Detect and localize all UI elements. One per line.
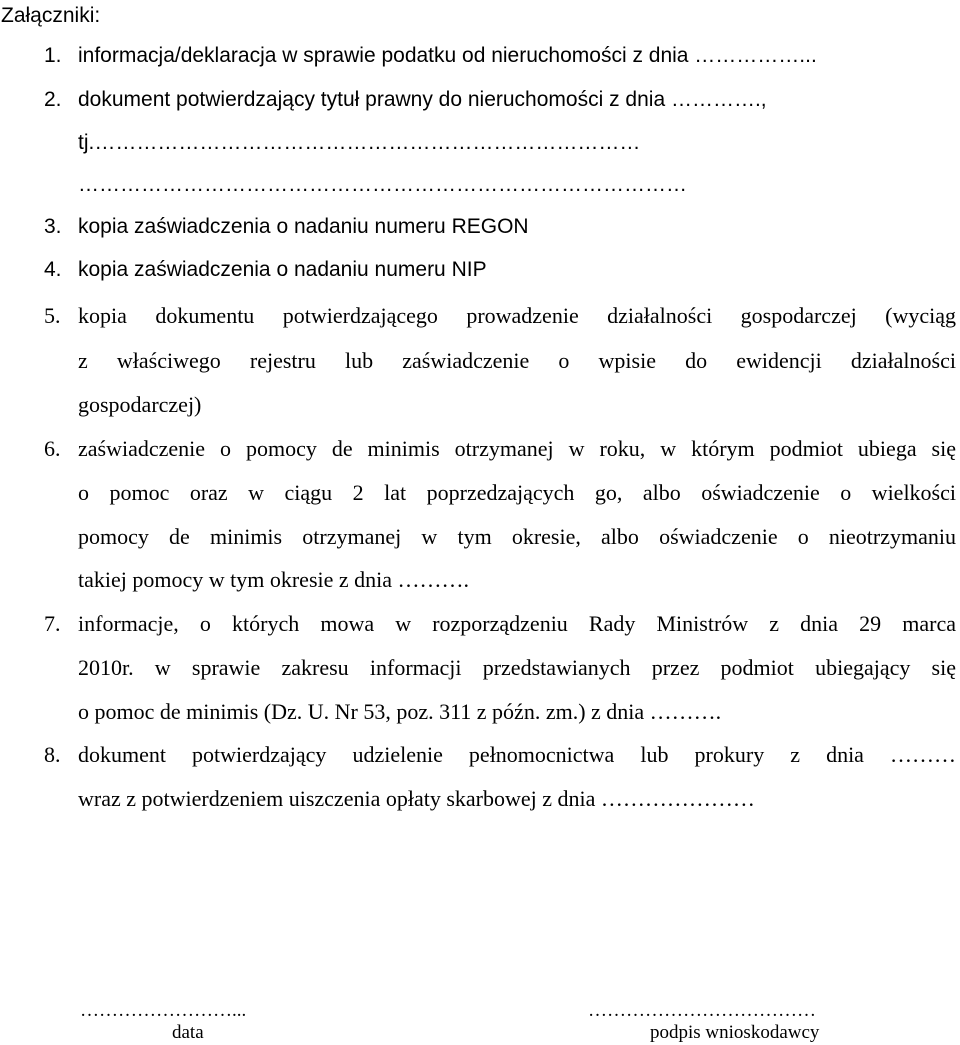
- item-8-number: 8.: [44, 742, 61, 767]
- signature-label: podpis wnioskodawcy: [650, 1022, 820, 1043]
- item-6-line-3: pomocy de minimis otrzymanej w tym okresie, albo oświadczenie o nieotrzymaniu: [78, 524, 956, 549]
- item-3-number: 3.: [44, 215, 62, 238]
- item-5-number: 5.: [44, 303, 61, 328]
- item-7-line-3: o pomoc de minimis (Dz. U. Nr 53, poz. 311 z późn. zm.) z dnia ……….: [78, 699, 722, 724]
- item-2-line-2: tj.……………………………………………………………………: [78, 131, 641, 154]
- item-7-number: 7.: [44, 611, 61, 636]
- item-7-line-2: 2010r. w sprawie zakresu informacji przedstawianych przez podmiot ubiegający się: [78, 655, 956, 680]
- item-8-line-2: wraz z potwierdzeniem uiszczenia opłaty skarbowej z dnia …………………: [78, 786, 755, 811]
- item-2-line-3: ……………………………………………………………………………: [78, 173, 687, 196]
- item-8-line-1: dokument potwierdzający udzielenie pełnomocnictwa lub prokury z dnia ………: [78, 742, 956, 767]
- item-3-line-1: kopia zaświadczenia o nadaniu numeru REGON: [78, 215, 529, 238]
- item-6-line-2: o pomoc oraz w ciągu 2 lat poprzedzających go, albo oświadczenie o wielkości: [78, 480, 956, 505]
- item-4-line-1: kopia zaświadczenia o nadaniu numeru NIP: [78, 258, 487, 281]
- attachments-heading: Załączniki:: [1, 4, 101, 27]
- item-6-number: 6.: [44, 436, 61, 461]
- item-4-number: 4.: [44, 258, 62, 281]
- date-label: data: [172, 1022, 204, 1043]
- item-1-number: 1.: [44, 44, 62, 67]
- signature-dots: ………………………………: [588, 1000, 816, 1021]
- item-6-line-1: zaświadczenie o pomocy de minimis otrzymanej w roku, w którym podmiot ubiega się: [78, 436, 956, 461]
- item-2-line-1: dokument potwierdzający tytuł prawny do nieruchomości z dnia ………….,: [78, 88, 767, 111]
- date-dots: ……………………...: [80, 1000, 247, 1021]
- item-6-line-4: takiej pomocy w tym okresie z dnia ……….: [78, 567, 470, 592]
- item-5-line-1: kopia dokumentu potwierdzającego prowadzenie działalności gospodarczej (wyciąg: [78, 303, 956, 328]
- item-7-line-1: informacje, o których mowa w rozporządzeniu Rady Ministrów z dnia 29 marca: [78, 611, 956, 636]
- item-5-line-2: z właściwego rejestru lub zaświadczenie o wpisie do ewidencji działalności: [78, 348, 956, 373]
- item-2-number: 2.: [44, 88, 62, 111]
- item-1-line-1: informacja/deklaracja w sprawie podatku od nieruchomości z dnia ……………...: [78, 44, 817, 67]
- item-5-line-3: gospodarczej): [78, 392, 202, 417]
